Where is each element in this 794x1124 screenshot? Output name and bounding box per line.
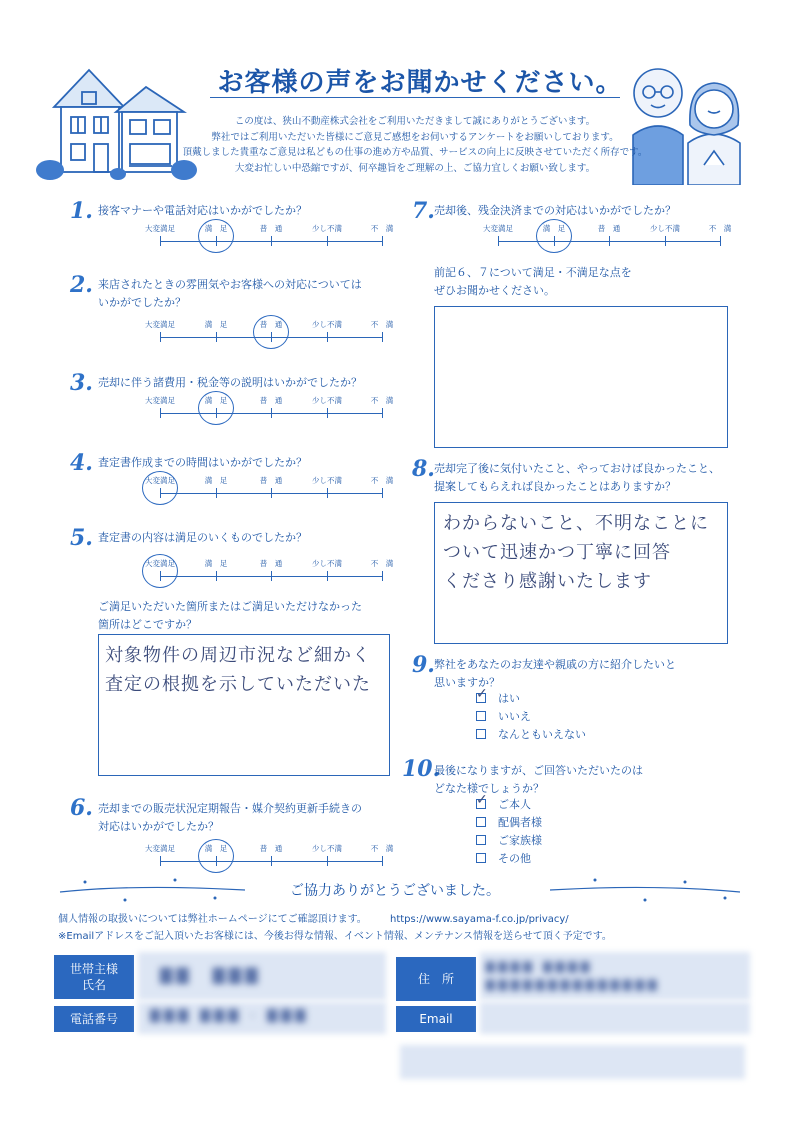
page-title: お客様の声をお聞かせください。	[217, 68, 623, 98]
email-note: ※Emailアドレスをご記入頂いたお客様には、今後お得な情報、イベント情報、メンテナンス情報を送らせて頂く予定です。	[58, 931, 612, 942]
scale-label: 不 満	[370, 559, 394, 568]
question-text	[98, 374, 398, 392]
redacted-signature	[400, 1045, 745, 1079]
scale-label: 大変満足	[145, 844, 175, 853]
scale-label: 不 満	[370, 224, 394, 233]
q67-sub-prompt	[434, 264, 754, 300]
scale-label: 大変満足	[145, 559, 175, 568]
scale-label: 不 満	[370, 396, 394, 405]
question-number: 3.	[70, 370, 93, 396]
scale-label: 普 通	[259, 559, 283, 568]
option-label: 配偶者様	[498, 816, 542, 829]
name-label-line: 世帯主様	[69, 962, 118, 976]
option-row[interactable]	[476, 726, 586, 744]
question-line: いかがでしたか？	[98, 296, 186, 309]
scale-tick[interactable]	[216, 571, 217, 581]
scale-tick[interactable]	[271, 856, 272, 866]
scale-label: 大変満足	[145, 320, 175, 329]
question-text	[434, 460, 774, 496]
scale-tick[interactable]	[160, 408, 161, 418]
rating-scale-q2[interactable]	[145, 320, 394, 348]
scale-label: 満 足	[204, 844, 228, 853]
scale-label: 満 足	[204, 476, 228, 485]
scale-tick[interactable]	[271, 571, 272, 581]
scale-label: 満 足	[204, 224, 228, 233]
option-label: なんともいえない	[498, 728, 586, 741]
email-field[interactable]	[480, 1002, 750, 1034]
scale-label: 少し不満	[312, 476, 342, 485]
option-label: その他	[498, 852, 531, 865]
question-text	[98, 202, 398, 220]
question-line: 売却完了後に気付いたこと、やっておけば良かったこと、	[434, 462, 720, 475]
checkbox[interactable]	[476, 686, 488, 703]
prompt-line: 箇所はどこですか？	[98, 618, 197, 631]
name-label	[54, 955, 134, 999]
option-row[interactable]	[476, 792, 542, 814]
q9-options	[476, 686, 586, 744]
scale-tick[interactable]	[160, 332, 161, 342]
question-number: 6.	[70, 795, 93, 821]
scale-label: 少し不満	[312, 224, 342, 233]
question-number: 7.	[412, 198, 435, 224]
scale-tick[interactable]	[382, 408, 383, 418]
scale-tick[interactable]	[160, 236, 161, 246]
option-label: ご家族様	[498, 834, 542, 847]
selected-answer-circle	[198, 839, 234, 873]
scale-label: 不 満	[370, 320, 394, 329]
address-label: 住 所	[396, 957, 476, 1001]
q10-options	[476, 792, 542, 868]
scale-label: 普 通	[259, 844, 283, 853]
scale-tick[interactable]	[382, 856, 383, 866]
question-line: 思いますか？	[434, 676, 500, 689]
scale-tick[interactable]	[271, 236, 272, 246]
name-field-redacted: ▇▇ ▇▇▇	[160, 965, 262, 984]
scale-tick[interactable]	[327, 856, 328, 866]
scale-tick[interactable]	[327, 571, 328, 581]
question-number: 4.	[70, 450, 93, 476]
email-label: Email	[396, 1006, 476, 1032]
scale-label: 普 通	[259, 320, 283, 329]
option-label: ご本人	[498, 798, 531, 811]
scale-label: 満 足	[204, 396, 228, 405]
intro-text	[180, 114, 650, 176]
question-number: 9.	[412, 652, 435, 678]
scale-label: 普 通	[597, 224, 621, 233]
scale-tick[interactable]	[609, 236, 610, 246]
phone-field-redacted: ▇▇▇ ▇▇▇ - ▇▇▇	[150, 1008, 310, 1023]
scale-label: 満 足	[542, 224, 566, 233]
checkbox[interactable]	[476, 835, 486, 845]
scale-label: 普 通	[259, 224, 283, 233]
scale-tick[interactable]	[382, 236, 383, 246]
question-line: 最後になりますが、ご回答いただいたのは	[434, 764, 643, 777]
intro-line: この度は、狭山不動産株式会社をご利用いただきまして誠にありがとうございます。	[234, 116, 596, 127]
privacy-url-link[interactable]: https://www.sayama-f.co.jp/privacy/	[390, 914, 569, 925]
question-text	[434, 202, 754, 220]
scale-label: 大変満足	[145, 396, 175, 405]
rating-scale-q3[interactable]	[145, 396, 394, 424]
title-underline	[210, 97, 620, 98]
scale-tick[interactable]	[498, 236, 499, 246]
question-line: 査定書作成までの時間はいかがでしたか？	[98, 456, 307, 469]
address-field-redacted: ▇▇▇▇ ▇▇▇▇ ▇▇▇▇▇▇▇▇▇▇▇▇▇▇	[486, 960, 661, 991]
phone-label: 電話番号	[54, 1006, 134, 1032]
scale-label: 大変満足	[145, 476, 175, 485]
scale-label: 不 満	[708, 224, 732, 233]
scale-label: 満 足	[204, 559, 228, 568]
scale-label: 満 足	[204, 320, 228, 329]
handwritten-answer-line: 対象物件の周辺市況など細かく	[105, 645, 371, 666]
scale-label: 少し不満	[312, 320, 342, 329]
rating-scale-q1[interactable]	[145, 224, 394, 252]
scale-label: 少し不満	[650, 224, 680, 233]
selected-answer-circle	[198, 219, 234, 253]
handwritten-answer-line: わからないこと、不明なことに	[443, 513, 709, 534]
question-line: 提案してもらえれば良かったことはありますか？	[434, 480, 676, 493]
scale-label: 大変満足	[483, 224, 513, 233]
question-number: 8.	[412, 456, 435, 482]
option-label: いいえ	[498, 710, 531, 723]
rating-scale-q7[interactable]	[483, 224, 732, 252]
selected-answer-circle	[142, 471, 178, 505]
question-line: 売却に伴う諸費用・税金等の説明はいかがでしたか？	[98, 376, 362, 389]
selected-answer-circle	[198, 391, 234, 425]
q5-sub-prompt	[98, 598, 398, 634]
scale-tick[interactable]	[327, 332, 328, 342]
scale-tick[interactable]	[382, 488, 383, 498]
option-row[interactable]	[476, 686, 586, 708]
scale-label: 少し不満	[312, 844, 342, 853]
q5-comment-box[interactable]	[98, 634, 390, 776]
option-row[interactable]	[476, 850, 542, 868]
scale-tick[interactable]	[327, 488, 328, 498]
checkbox[interactable]	[476, 817, 486, 827]
scale-tick[interactable]	[327, 236, 328, 246]
checkbox[interactable]	[476, 853, 486, 863]
intro-line: 頂戴しました貴重なご意見は私どもの仕事の進め方や品質、サービスの向上に反映させていただく所存です。	[182, 147, 648, 158]
question-text	[98, 276, 398, 312]
scale-tick[interactable]	[382, 332, 383, 342]
question-line: 査定書の内容は満足のいくものでしたか？	[98, 531, 307, 544]
question-line: 売却までの販売状況定期報告・媒介契約更新手続きの	[98, 802, 362, 815]
check-mark-icon: ✓	[476, 792, 488, 808]
scale-label: 普 通	[259, 396, 283, 405]
scale-tick[interactable]	[271, 408, 272, 418]
house-illustration	[34, 62, 199, 182]
question-text	[98, 529, 398, 547]
scale-label: 大変満足	[145, 224, 175, 233]
scale-tick[interactable]	[382, 571, 383, 581]
question-text	[98, 800, 398, 836]
scale-tick[interactable]	[216, 488, 217, 498]
question-line: どなた様でしょうか？	[434, 782, 544, 795]
scale-tick[interactable]	[327, 408, 328, 418]
scale-tick[interactable]	[216, 332, 217, 342]
privacy-text: 個人情報の取扱いについては弊社ホームページにてご確認頂けます。	[58, 914, 367, 925]
intro-line: 弊社ではご利用いただいた皆様にご意見ご感想をお伺いするアンケートをお願いしております。	[211, 131, 619, 143]
check-mark-icon: ✓	[476, 686, 488, 702]
scale-tick[interactable]	[160, 856, 161, 866]
option-row[interactable]	[476, 832, 542, 850]
question-number: 10.	[402, 756, 441, 782]
prompt-line: 前記６、７について満足・不満足な点を	[434, 266, 632, 279]
question-number: 2.	[70, 272, 93, 298]
checkbox[interactable]	[476, 729, 486, 739]
scale-label: 不 満	[370, 844, 394, 853]
question-line: 対応はいかがでしたか？	[98, 820, 219, 833]
question-line: 売却後、残金決済までの対応はいかがでしたか？	[434, 204, 676, 217]
handwritten-answer-line: 査定の根拠を示していただいた	[105, 674, 371, 695]
q8-comment-box[interactable]	[434, 502, 728, 644]
q67-comment-box[interactable]	[434, 306, 728, 448]
intro-line: 大変お忙しい中恐縮ですが、何卒趣旨をご理解の上、ご協力宜しくお願い致します。	[234, 162, 596, 174]
rating-scale-q4[interactable]	[145, 476, 394, 504]
scale-label: 普 通	[259, 476, 283, 485]
selected-answer-circle	[142, 554, 178, 588]
option-row[interactable]	[476, 814, 542, 832]
selected-answer-circle	[253, 315, 289, 349]
privacy-note	[58, 910, 758, 925]
question-text	[98, 454, 398, 472]
question-line: 接客マナーや電話対応はいかがでしたか？	[98, 204, 307, 217]
prompt-line: ご満足いただいた箇所またはご満足いただけなかった	[98, 600, 362, 613]
scale-label: 少し不満	[312, 396, 342, 405]
scale-label: 少し不満	[312, 559, 342, 568]
prompt-line: ぜひお聞かせください。	[434, 284, 555, 297]
name-label-line: 氏名	[81, 978, 106, 992]
question-number: 1.	[70, 198, 93, 224]
selected-answer-circle	[536, 219, 572, 253]
question-number: 5.	[70, 525, 93, 551]
option-row[interactable]	[476, 708, 586, 726]
scale-label: 不 満	[370, 476, 394, 485]
thanks-message: ご協力ありがとうございました。	[290, 883, 500, 899]
checkbox[interactable]	[476, 711, 486, 721]
rating-scale-q6[interactable]	[145, 844, 394, 872]
scale-tick[interactable]	[271, 488, 272, 498]
scale-tick[interactable]	[665, 236, 666, 246]
question-line: 弊社をあなたのお友達や親戚の方に紹介したいと	[434, 658, 676, 671]
handwritten-answer-line: くださり感謝いたします	[443, 571, 652, 592]
checkbox[interactable]	[476, 792, 488, 809]
question-line: 来店されたときの雰囲気やお客様への対応については	[98, 278, 362, 291]
option-label: はい	[498, 692, 520, 705]
scale-tick[interactable]	[720, 236, 721, 246]
rating-scale-q5[interactable]	[145, 559, 394, 587]
handwritten-answer-line: ついて迅速かつ丁寧に回答	[443, 542, 671, 563]
